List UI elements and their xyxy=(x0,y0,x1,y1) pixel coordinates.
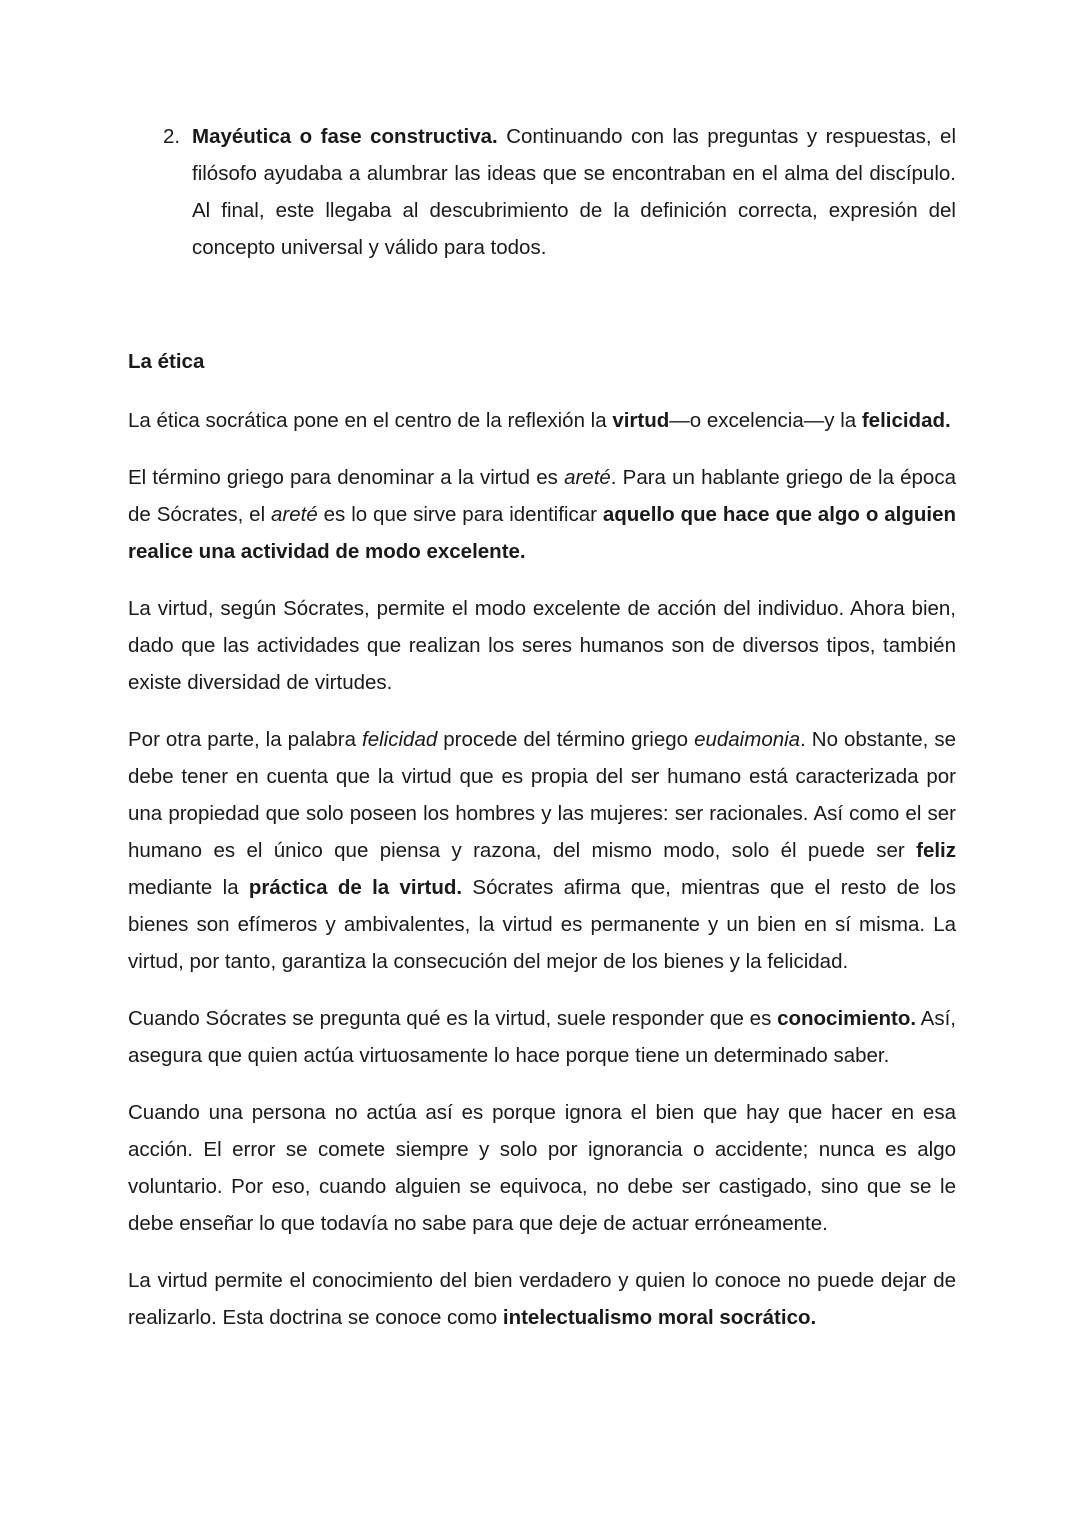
paragraph-2 xyxy=(128,459,956,570)
spacer-after-heading xyxy=(128,380,956,402)
section-heading-la-etica: La ética xyxy=(128,350,205,373)
p4-seg2: procede del término griego xyxy=(437,728,695,751)
list-item-body: Continuando con las preguntas y respuestas, el filósofo ayudaba a alumbrar las ideas que se encontraban en el alma del discípulo. Al final, este llegaba al descubrimiento de la definición correcta, expresión del concepto universal y válido para todos. xyxy=(192,125,956,259)
paragraph-1 xyxy=(128,402,956,439)
p4-seg1: Por otra parte, la palabra xyxy=(128,728,363,751)
spacer-after-list xyxy=(128,266,956,343)
paragraph-6: Cuando una persona no actúa así es porque ignora el bien que hay que hacer en esa acción. El error se comete siempre y solo por ignorancia o accidente; nunca es algo voluntario. Por eso, cuando alguien se equivoca, no debe ser castigado, sino que se le debe enseñar lo que todavía no sabe para que deje de actuar erróneamente. xyxy=(128,1101,956,1235)
p1-bold-felicidad: felicidad. xyxy=(861,409,951,432)
spacer-p6-p7 xyxy=(128,1242,956,1262)
spacer-p3-p4 xyxy=(128,701,956,721)
p4-bold-feliz: feliz xyxy=(916,839,956,862)
p2-seg3: es lo que sirve para identificar xyxy=(317,503,603,526)
paragraph-5 xyxy=(128,1000,956,1074)
spacer-p1-p2 xyxy=(128,439,956,459)
list-item xyxy=(128,118,956,266)
paragraph-3: La virtud, según Sócrates, permite el modo excelente de acción del individuo. Ahora bien, dado que las actividades que realizan los seres humanos son de diversos tipos, también existe diversidad de virtudes. xyxy=(128,597,956,694)
p2-bold-definition: aquello que hace que algo o alguien realice una actividad de modo excelente. xyxy=(128,503,956,563)
p4-italic-felicidad: felicidad xyxy=(362,728,438,751)
paragraph-7 xyxy=(128,1262,956,1336)
paragraph-4 xyxy=(128,721,956,980)
spacer-p2-p3 xyxy=(128,570,956,590)
p2-italic-arete-1: areté xyxy=(564,466,611,489)
p4-seg5: Sócrates afirma que, mientras que el resto de los bienes son efímeros y ambivalentes, la virtud es permanente y un bien en sí misma. La virtud, por tanto, garantiza la consecución del mejor de los bienes y la felicidad. xyxy=(128,876,956,973)
p4-bold-practica-virtud: práctica de la virtud. xyxy=(248,876,463,899)
p2-seg2: . Para un hablante griego de la época de Sócrates, el xyxy=(128,466,956,526)
p1-seg1: La ética socrática pone en el centro de la reflexión la xyxy=(128,409,613,432)
numbered-list xyxy=(128,118,956,266)
p2-italic-arete-2: areté xyxy=(271,503,318,526)
p1-seg2: —o excelencia—y la xyxy=(669,409,862,432)
p5-bold-conocimiento: conocimiento. xyxy=(777,1007,917,1030)
p5-seg2: Así, asegura que quien actúa virtuosamente lo hace porque tiene un determinado saber. xyxy=(128,1007,956,1067)
p7-seg1: La virtud permite el conocimiento del bien verdadero y quien lo conoce no puede dejar de realizarlo. Esta doctrina se conoce como xyxy=(128,1269,956,1329)
spacer-p5-p6 xyxy=(128,1074,956,1094)
p5-seg1: Cuando Sócrates se pregunta qué es la virtud, suele responder que es xyxy=(128,1007,778,1030)
spacer-p4-p5 xyxy=(128,980,956,1000)
p4-italic-eudaimonia: eudaimonia xyxy=(694,728,801,751)
p4-seg3: . No obstante, se debe tener en cuenta que la virtud que es propia del ser humano está caracterizada por una propiedad que solo poseen los hombres y las mujeres: ser racionales. Así como el ser humano es el único que piensa y razona, del mismo modo, solo él puede ser xyxy=(128,728,956,862)
p1-bold-virtud: virtud xyxy=(612,409,670,432)
p2-seg1: El término griego para denominar a la virtud es xyxy=(128,466,565,489)
document-content xyxy=(128,118,956,1336)
list-item-marker: 2. xyxy=(163,125,181,148)
p4-seg4: mediante la xyxy=(128,876,249,899)
list-item-lead-bold: Mayéutica o fase constructiva. xyxy=(192,125,498,148)
p7-bold-intelectualismo: intelectualismo moral socrático. xyxy=(502,1306,817,1329)
